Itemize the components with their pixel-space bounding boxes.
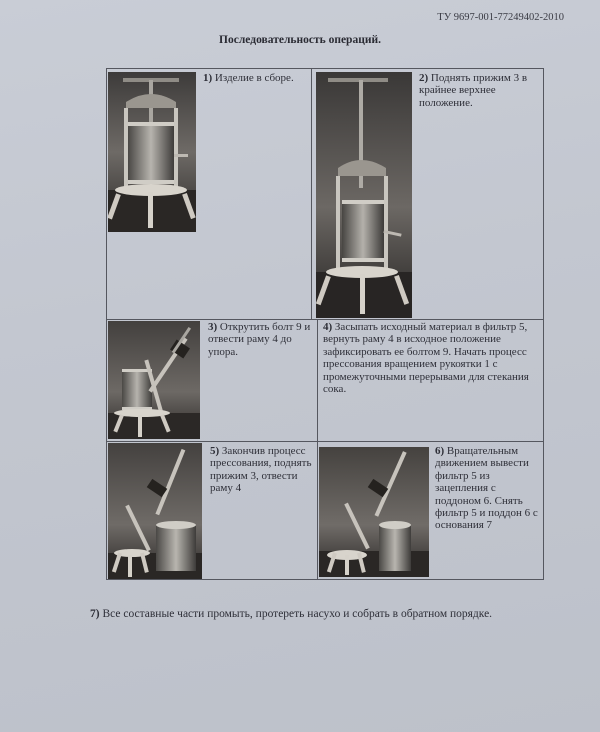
- step-5-number: 5): [210, 445, 220, 457]
- step-6-caption: [435, 445, 539, 532]
- step-2-number: 2): [419, 72, 429, 84]
- step-2-text: Поднять прижим 3 в крайнее верхнее положение.: [419, 72, 528, 109]
- photo-press-finished: [108, 443, 202, 579]
- photo-frame-opened: [108, 321, 200, 439]
- step-6-text: Вращательным движением вывести фильтр 5 из зацепления с поддоном 6. Снять фильтр 5 и поддон 6 с основания 7: [435, 445, 538, 532]
- step-3-text: Открутить болт 9 и отвести раму 4 до упора.: [208, 321, 311, 358]
- step-1-number: 1): [203, 72, 213, 84]
- step-1-caption: [203, 72, 303, 84]
- step-5-caption: [210, 445, 314, 495]
- step-4-text: Засыпать исходный материал в фильтр 5, вернуть раму 4 в исходное положение зафиксировать ее болтом 9. Начать процесс прессования вращением рукоятки 1 с промежуточными перерывами для стекания сока.: [323, 321, 529, 396]
- page-title: Последовательность операций.: [219, 34, 381, 46]
- table-divider: [311, 69, 312, 319]
- operations-table: [106, 68, 544, 580]
- step-6-number: 6): [435, 445, 445, 457]
- table-divider: [107, 319, 543, 320]
- step-4-caption: [323, 321, 537, 395]
- step-3-number: 3): [208, 321, 218, 333]
- step-2-caption: [419, 72, 537, 109]
- document-code: ТУ 9697-001-77249402-2010: [437, 12, 564, 23]
- photo-assembled-press: [108, 72, 196, 232]
- final-step-note: [90, 608, 492, 620]
- step-4-number: 4): [323, 321, 333, 333]
- step-7-number: 7): [90, 608, 100, 620]
- step-7-text: Все составные части промыть, протереть насухо и собрать в обратном порядке.: [102, 608, 493, 620]
- photo-filter-removed: [319, 447, 429, 577]
- table-divider: [317, 319, 318, 579]
- step-3-caption: [208, 321, 312, 358]
- step-5-text: Закончив процесс прессования, поднять прижим 3, отвести раму 4: [210, 445, 312, 495]
- photo-press-raised: [316, 72, 412, 318]
- step-1-text: Изделие в сборе.: [214, 72, 294, 84]
- table-divider: [107, 441, 543, 442]
